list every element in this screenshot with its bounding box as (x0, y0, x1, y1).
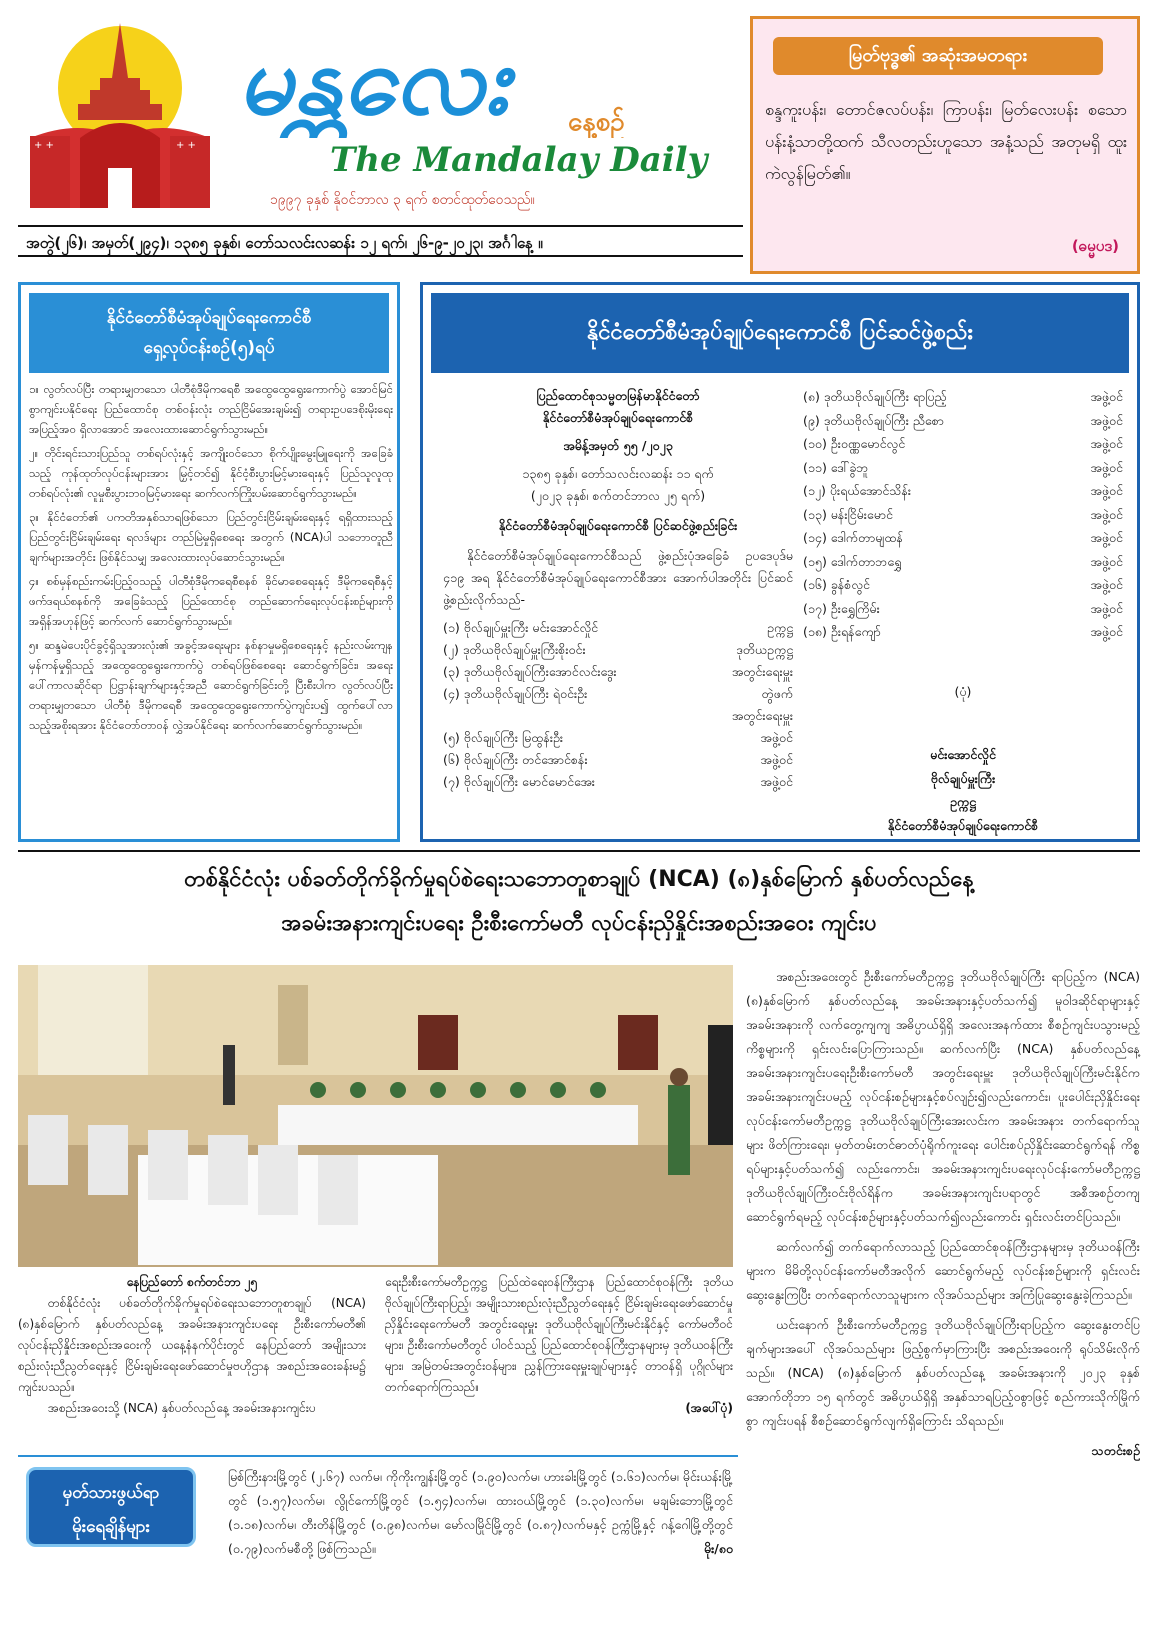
rainfall-readings: မြစ်ကြီးနားမြို့တွင် (၂.၆၇) လက်မ၊ ကိုကိုးကျွန်းမြို့တွင် (၁.၉၀)လက်မ၊ ဟားခါးမြို့တွင် (၁.၆၁)လက်မ၊ မိုင်းယန်းမြို့တွင် (၁.၅၇)လက်မ၊ လွိုင်ကော်မြို့တွင် (၁.၅၄)လက်မ၊ ထားဝယ်မြို့တွင် (၁.၃၀)လက်မ၊ မချမ်းဘောမြို့တွင် (၁.၁၈)လက်မ၊ တီးတိန်မြို့တွင် (၀.၉၈)လက်မ၊ မော်လမြိုင်မြို့တွင် (၀.၈၇)လက်မနှင့် ဥက္ကံမြို့နှင့် ဂန့်ဂေါမြို့တို့တွင် (၀.၇၉)လက်မစီတို့ ဖြစ်ကြသည်။ (228, 1469, 733, 1556)
member-role: အဖွဲ့ဝင် (1090, 600, 1123, 616)
article-column-middle (385, 1272, 733, 1419)
member-name: (၇) ဗိုလ်ချုပ်ကြီး မောင်မောင်အေး (443, 774, 595, 789)
member-name: (၁၀) ဦးဝဏ္ဏမောင်လွင် (803, 436, 906, 451)
masthead-subtitle-mm: နေ့စဉ် (568, 107, 625, 137)
committee-heading: နိုင်ငံတော်စီမံအုပ်ချုပ်ရေးကောင်စီ ပြင်ဆင်ဖွဲ့စည်း (431, 293, 1129, 373)
issuer-line2: နိုင်ငံတော်စီမံအုပ်ချုပ်ရေးကောင်စီ (542, 410, 694, 425)
member-role: တွဲဖက် (761, 686, 793, 701)
member-name: (၁၂) ပိုးရယ်အောင်သိန်း (803, 483, 912, 498)
member-role: အတွင်းရေးမှူး (731, 708, 793, 723)
article-column-left (18, 1272, 366, 1419)
article-paragraph: အစည်းအဝေးတွင် ဦးစီးကော်မတီဥက္ကဋ္ဌ ဒုတိယဗိုလ်ချုပ်ကြီး ရာပြည့်က (NCA)(၈)နှစ်မြောက် နှစ်ပတ်လည်နေ့ အခမ်းအနားနှင့်ပတ်သက်၍ မူဝါဒဆိုင်ရာများနှင့် အခမ်းအနားကို လက်တွေ့ကျကျ အဓိပ္ပာယ်ရှိရှိ အလေးအနက်ထား စီစဉ်ကျင်းပသွားမည့် ကိစ္စများကို ရှင်းလင်းပြောကြားသည်။ ဆက်လက်ပြီး (NCA) နှစ်ပတ်လည်နေ့ အခမ်းအနားကျင်းပရေးဦးစီးကော်မတီ အတွင်းရေးမှူး ဒုတိယဗိုလ်ချုပ်ကြီးမင်းနိုင်က အခမ်းအနားကျင်းပမည့် လုပ်ငန်းစဉ်များနှင့်စပ်လျဉ်း၍လည်းကောင်း၊ ပူးပေါင်းညှိနှိုင်းရေးလုပ်ငန်းကော်မတီဥက္ကဋ္ဌ ဒုတိယဗိုလ်ချုပ်ကြီးအေးလင်းက အခမ်းအနား တက်ရောက်သူများ ဖိတ်ကြားရေး၊ မှတ်တမ်းတင်ဓာတ်ပုံရိုက်ကူးရေး ပေါင်းစပ်ညှိနှိုင်းဆောင်ရွက်ရန် ကိစ္စရပ်များနှင့်ပတ်သက်၍ လည်းကောင်း၊ အခမ်းအနားကျင်းပရေးလုပ်ငန်းကော်မတီဥက္ကဋ္ဌ ဒုတိယဗိုလ်ချုပ်ကြီးဝင်းဗိုလ်ရိန်က အခမ်းအနားကျင်းပရာတွင် အစီအစဉ်တကျ ဆောင်ရွက်ရမည့် လုပ်ငန်းစဉ်များနှင့်ပတ်သက်၍လည်းကောင်း ရှင်းလင်းတင်ပြသည်။ (746, 969, 1140, 1224)
rainfall-label (26, 1467, 196, 1547)
member-role: အဖွဲ့ဝင် (760, 730, 793, 745)
issuer-line1: ပြည်ထောင်စုသမ္မတမြန်မာနိုင်ငံတော် (536, 388, 700, 403)
member-row (803, 385, 1123, 409)
article-paragraph: တစ်နိုင်ငံလုံး ပစ်ခတ်တိုက်ခိုက်မှုရပ်စဲရေးသဘောတူစာချုပ် (NCA)(၈)နှစ်မြောက် နှစ်ပတ်လည်နေ့ အခမ်းအနားကျင်းပရေး ဦးစီးကော်မတီ၏ လုပ်ငန်းညှိနှိုင်းအစည်းအဝေးကို ယနေ့နံနက်ပိုင်းတွင် နေပြည်တော် အမျိုးသားစည်းလုံးညီညွတ်ရေးနှင့် ငြိမ်းချမ်းရေးဖော်ဆောင်မှုဗဟိုဌာန အစည်းအဝေးခန်းမ၌ ကျင်းပသည်။ (18, 1296, 366, 1394)
quote-heading: မြတ်ဗုဒ္ဓ၏ အဆုံးအမတရား (773, 37, 1103, 75)
meeting-photo (18, 965, 733, 1267)
committee-order-right (803, 385, 1123, 837)
signer-name: မင်းအောင်လှိုင် (930, 747, 996, 762)
duty-item: ၅။ ဆန္ဒမဲပေးပိုင်ခွင့်ရှိသူအားလုံး၏ အခွင့်အရေးများ နစ်နာမှုမရှိစေရေးနှင့် နည်းလမ်းကျနမှန်ကန်မှုရှိသည့် အထွေထွေရွေးကောက်ပွဲ တစ်ရပ်ဖြစ်စေရေး ဆောင်ရွက်ခြင်း၊ အရေးပေါ်ကာလဆိုင်ရာ ပြဋ္ဌာန်းချက်များနှင့်အညီ ဆောင်ရွက်ခြင်းတို့ ပြီးစီးပါက လွတ်လပ်ပြီး တရားမျှတသော ပါတီစုံ ဒီမိုကရေစီ အထွေထွေရွေးကောက်ပွဲကျင်းပ၍ ထွက်ပေါ်လာသည့်အစိုးရအား နိုင်ငံတော်တာဝန် လွှဲအပ်နိုင်ရေး ဆက်လက်ဆောင်ရွက်သွားမည်။ (29, 638, 393, 732)
member-role: အဖွဲ့ဝင် (760, 774, 793, 789)
member-role: အဖွဲ့ဝင် (1090, 483, 1123, 498)
article-byline: သတင်းစဉ် (1091, 1443, 1140, 1458)
member-name: (၈) ဒုတိယဗိုလ်ချုပ်ကြီး ရာပြည့် (803, 389, 947, 404)
member-name: (၁) ဗိုလ်ချုပ်မှူးကြီး မင်းအောင်လှိုင် (443, 620, 599, 635)
signer-title: ဥက္ကဋ္ဌ (950, 794, 976, 809)
member-role: အဖွဲ့ဝင် (1090, 436, 1123, 451)
member-name: (၁၅) ဒေါက်တာဘရွှေ (803, 553, 902, 569)
member-row (803, 503, 1123, 527)
article-paragraph: ယင်းနောက် ဦးစီးကော်မတီဥက္ကဋ္ဌ ဒုတိယဗိုလ်ချုပ်ကြီးရာပြည့်က ဆွေးနွေးတင်ပြချက်များအပေါ် လိုအပ်သည်များ ဖြည့်စွက်မှာကြားပြီး အစည်းအဝေးကို ရုပ်သိမ်းလိုက်သည်။ (NCA) (၈)နှစ်မြောက် နှစ်ပတ်လည်နေ့ အခမ်းအနားကို ၂၀၂၃ ခုနှစ် အောက်တိုဘာ ၁၅ ရက်တွင် အဓိပ္ပာယ်ရှိရှိ အနှစ်သာရပြည့်ဝစွာဖြင့် စည်ကားသိုက်မြိုက်စွာ ကျင်းပရန် စီစဉ်ဆောင်ရွက်လျက်ရှိကြောင်း သိရသည်။ (746, 1317, 1140, 1428)
member-row (443, 617, 793, 639)
member-row (803, 432, 1123, 456)
member-role: ဒုတိယဥက္ကဋ္ဌ (736, 642, 793, 657)
member-row (803, 550, 1123, 574)
member-row (803, 409, 1123, 433)
member-name: (၉) ဒုတိယဗိုလ်ချုပ်ကြီး ညီစော (803, 412, 944, 428)
member-role: အဖွဲ့ဝင် (1090, 459, 1123, 475)
member-row (803, 526, 1123, 550)
buddha-quote-box (750, 16, 1140, 274)
quote-source: (ဓမ္မပဒ) (1071, 237, 1119, 255)
article-paragraph: ဆက်လက်၍ တက်ရောက်လာသည့် ပြည်ထောင်စုဝန်ကြီးဌာနများမှ ဒုတိယဝန်ကြီးများက မိမိတို့လုပ်ငန်းကော်မတီအလိုက် ဆောင်ရွက်မည့် လုပ်ငန်းစဉ်များကို ရှင်းလင်းဆွေးနွေးကြပြီး တက်ရောက်လာသူများက လိုအပ်သည်များ အကြံပြုဆွေးနွေးခဲ့ကြသည်။ (746, 1239, 1140, 1302)
member-role: အတွင်းရေးမှူး (731, 664, 793, 679)
member-role: အဖွဲ့ဝင် (760, 752, 793, 767)
article-paragraph: ရေးဦးစီးကော်မတီဥက္ကဋ္ဌ ပြည်ထဲရေးဝန်ကြီးဌာန ပြည်ထောင်စုဝန်ကြီး ဒုတိယဗိုလ်ချုပ်ကြီးရာပြည့်၊ အမျိုးသားစည်းလုံးညီညွတ်ရေးနှင့် ငြိမ်းချမ်းရေးဖော်ဆောင်မှုညှိနှိုင်းရေးကော်မတီ အတွင်းရေးမှူး ဒုတိယဗိုလ်ချုပ်ကြီးမင်းနိုင်နှင့် ကော်မတီဝင်များ၊ ဦးစီးကော်မတီတွင် ပါဝင်သည့် ပြည်ထောင်စုဝန်ကြီးဌာနများမှ ဒုတိယဝန်ကြီးများ၊ အမြဲတမ်းအတွင်းဝန်များ၊ ညွှန်ကြားရေးမှူးချုပ်များနှင့် တာဝန်ရှိ ပုဂ္ဂိုလ်များ တက်ရောက်ကြသည်။ (385, 1275, 733, 1394)
order-subject: နိုင်ငံတော်စီမံအုပ်ချုပ်ရေးကောင်စီ ပြင်ဆင်ဖွဲ့စည်းခြင်း (498, 518, 738, 533)
council-reformation-box (420, 282, 1140, 842)
member-name: (၁၁) ဒေါ်ခွဲဘူ (803, 459, 869, 475)
member-role: ဥက္ကဋ္ဌ (767, 620, 793, 635)
member-row (443, 727, 793, 749)
member-name: (၁၇) ဦးရွှေကြိမ်း (803, 600, 880, 616)
section-divider (18, 850, 1140, 852)
svg-text:+ +: + + (176, 140, 196, 151)
headline-line2: အခမ်းအနားကျင်းပရေး ဦးစီးကော်မတီ လုပ်ငန်းညှိနှိုင်းအစည်းအဝေး ကျင်းပ (281, 911, 877, 936)
member-role: အဖွဲ့ဝင် (1090, 624, 1123, 639)
headline-line1: တစ်နိုင်ငံလုံး ပစ်ခတ်တိုက်ခိုက်မှုရပ်စဲရေးသဘောတူစာချုပ် (NCA) (၈)နှစ်မြောက် နှစ်ပတ်လည်နေ့ (184, 867, 974, 892)
member-name: (၅) ဗိုလ်ချုပ်ကြီး မြထွန်းဦး (443, 730, 564, 745)
member-row (443, 749, 793, 771)
masthead-title-en: The Mandalay Daily (330, 140, 708, 180)
order-number: အမိန့်အမှတ် ၅၅ /၂၀၂၃ (563, 438, 673, 453)
member-role: အဖွဲ့ဝင် (1090, 530, 1123, 545)
order-date-mm: ၁၃၈၅ ခုနှစ်၊ တော်သလင်းလဆန်း ၁၁ ရက် (522, 466, 714, 481)
signature-mark: (ပုံ) (954, 683, 972, 699)
members-left-list (443, 617, 793, 793)
masthead-since: ၁၉၉၇ ခုနှစ် နိုဝင်ဘာလ ၃ ရက် စတင်ထုတ်ဝေသည်။ (270, 192, 535, 208)
member-name: (၁၄) ဒေါက်တာမျထန် (803, 530, 903, 545)
member-role: အဖွဲ့ဝင် (1090, 389, 1123, 404)
member-row (803, 573, 1123, 597)
rainfall-box (18, 1455, 738, 1607)
duties-heading (29, 293, 389, 373)
member-row (443, 661, 793, 683)
member-row (803, 620, 1123, 644)
order-date-en: (၂၀၂၃ ခုနှစ်၊ စက်တင်ဘာလ ၂၅ ရက်) (530, 488, 706, 503)
issue-dateline: အတွဲ(၂၆)၊ အမှတ်(၂၉၄)၊ ၁၃၈၅ ခုနှစ်၊ တော်သလင်းလဆန်း ၁၂ ရက်၊ ၂၆-၉-၂၀၂၃၊ အင်္ဂါနေ့ ။ (18, 225, 743, 257)
masthead-title (228, 18, 728, 138)
rainfall-text (228, 1465, 733, 1561)
article-dateline: နေပြည်တော် စက်တင်ဘာ ၂၅ (126, 1275, 258, 1289)
duty-item: ၃။ နိုင်ငံတော်၏ ပကတိအနှစ်သာရဖြစ်သော ပြည်တွင်းငြိမ်းချမ်းရေးနှင့် ရရှိထားသည့် ပြည်တွင်းငြိမ်းချမ်းရေး ရလဒ်များ တည်မြဲမှုရှိစေရေး အတွက် (NCA)ပါ သဘောတူညီချက်များအတိုင်း ဖြစ်နိုင်သမျှ အလေးထားလုပ်ဆောင်သွားမည်။ (29, 510, 393, 564)
member-name: (၁၃) မန်းငြိမ်းမောင် (803, 506, 893, 522)
article-column-right (746, 965, 1140, 1463)
signer-rank: ဗိုလ်ချုပ်မှူးကြီး (930, 770, 996, 786)
member-name: (၁၈) ဦးရန်ကျော် (803, 624, 881, 639)
council-duties-box (18, 282, 400, 842)
member-row (443, 639, 793, 661)
member-role: အဖွဲ့ဝင် (1090, 506, 1123, 522)
signer-org: နိုင်ငံတော်စီမံအုပ်ချုပ်ရေးကောင်စီ (887, 817, 1039, 833)
member-row (443, 771, 793, 793)
member-name: (၄) ဒုတိယဗိုလ်ချုပ်ကြီး ရဲဝင်းဦး (443, 686, 588, 701)
rainfall-byline: မိုး/၈၀ (703, 1541, 733, 1556)
rainfall-label-line2: မိုးရေချိန်များ (72, 1517, 150, 1537)
committee-order-left (443, 385, 793, 793)
member-role: အဖွဲ့ဝင် (1090, 553, 1123, 569)
duty-item: ၄။ စစ်မှန်စည်းကမ်းပြည့်ဝသည့် ပါတီစုံဒီမိုကရေစီစနစ် ခိုင်မာစေရေးနှင့် ဒီမိုကရေစီနှင့် ဖက်ဒရယ်စနစ်ကို အခြေခံသည့် ပြည်ထောင်စု တည်ဆောက်ရေးလုပ်ငန်းစဉ်များကို အရှိန်အဟုန်ဖြင့် ဆက်လက် ဆောင်ရွက်သွားမည်။ (29, 574, 393, 628)
member-row (803, 479, 1123, 503)
member-role: အဖွဲ့ဝင် (1090, 577, 1123, 592)
member-name: (၆) ဗိုလ်ချုပ်ကြီး တင်အောင်စန်း (443, 752, 588, 767)
duties-heading-line2: ရှေ့လုပ်ငန်းစဉ်(၅)ရပ် (143, 338, 275, 358)
duties-list (29, 379, 393, 739)
svg-text:+ +: + + (34, 140, 54, 151)
quote-body: စန္ဒကူးပန်း၊ တောင်ဇလပ်ပန်း၊ ကြာပန်း၊ မြတ်လေးပန်း စသော ပန်းနံ့သာတို့ထက် သီလတည်းဟူသော အနံ့သည် အတုမရှိ ထူးကဲလွန်မြတ်၏။ (765, 100, 1127, 183)
masthead-title-mm: မန္တလေး (238, 24, 509, 136)
photo-reference: (အပေါ်ပုံ) (685, 1401, 733, 1415)
member-name: (၂) ဒုတိယဗိုလ်ချုပ်မှူးကြီးစိုးဝင်း (443, 642, 586, 657)
member-row (443, 683, 793, 705)
main-headline (18, 858, 1140, 946)
member-name: (၁၆) ခွန်စံလွင် (803, 577, 870, 592)
member-row (803, 456, 1123, 480)
rainfall-label-line1: မှတ်သားဖွယ်ရာ (62, 1483, 160, 1503)
member-row (443, 705, 793, 727)
order-intro: နိုင်ငံတော်စီမံအုပ်ချုပ်ရေးကောင်စီသည် ဖွဲ့စည်းပုံအခြေခံ ဥပဒေပုဒ်မ ၄၁၉ အရ နိုင်ငံတော်စီမံအုပ်ချုပ်ရေးကောင်စီအား အောက်ပါအတိုင်း ပြင်ဆင်ဖွဲ့စည်းလိုက်သည်- (443, 548, 793, 607)
duty-item: ၂။ တိုင်းရင်းသားပြည်သူ တစ်ရပ်လုံးနှင့် အကျိုးဝင်သော စိုက်ပျိုးမွေးမြူရေးကို အခြေခံသည့် ကုန်ထုတ်လုပ်ငန်းများအား မြှင့်တင်၍ နိုင်ငံ့စီးပွားမြင့်မားရေးနှင့် ပြည်သူလူထု တစ်ရပ်လုံး၏ လူမှုစီးပွားဘဝမြင့်မားရေး ဆက်လက်ကြိုးပမ်းဆောင်ရွက်သွားမည်။ (29, 446, 393, 500)
duty-item: ၁။ လွတ်လပ်ပြီး တရားမျှတသော ပါတီစုံဒီမိုကရေစီ အထွေထွေရွေးကောက်ပွဲ အောင်မြင်စွာကျင်းပနိုင်ရေး ပြည်ထောင်စု တစ်ဝန်းလုံး တည်ငြိမ်အေးချမ်း၍ တရားဥပဒေစိုးမိုးရေး အပြည့်အဝ ရှိလာအောင် အလေးထားဆောင်ရွက်သွားမည်။ (29, 382, 393, 436)
article-paragraph: အစည်းအဝေးသို့ (NCA) နှစ်ပတ်လည်နေ့ အခမ်းအနားကျင်းပ (48, 1401, 316, 1415)
member-role: အဖွဲ့ဝင် (1090, 412, 1123, 428)
duties-heading-line1: နိုင်ငံတော်စီမံအုပ်ချုပ်ရေးကောင်စီ (106, 308, 312, 328)
member-name: (၃) ဒုတိယဗိုလ်ချုပ်ကြီးအောင်လင်းဒွေး (443, 664, 617, 679)
newspaper-logo (20, 18, 220, 213)
member-row (803, 597, 1123, 621)
